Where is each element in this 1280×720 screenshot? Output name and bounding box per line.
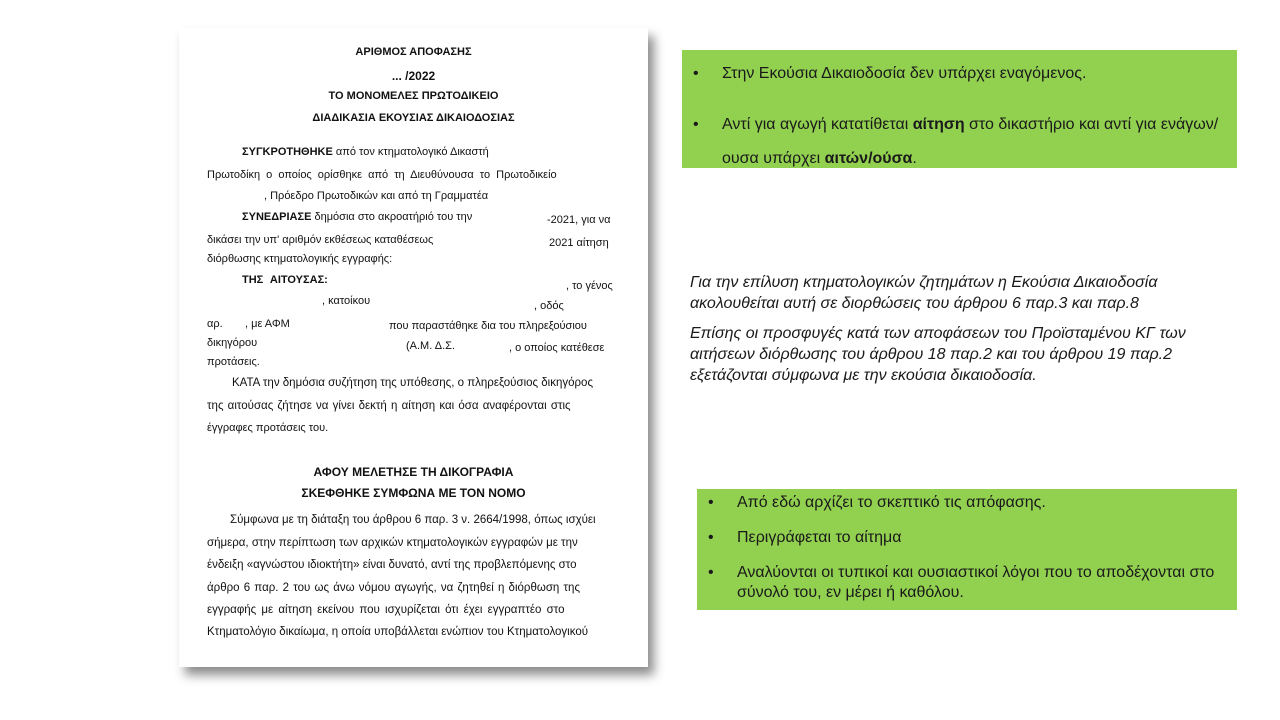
doc-text-line: άρθρο 6 παρ. 2 του ως άνω νόμου αγωγής, να ζητηθεί η διόρθωση της	[207, 582, 580, 594]
explanatory-text	[690, 272, 1230, 395]
doc-text-line: δημόσια στο ακροατήριό του την	[314, 211, 473, 223]
doc-applicant-label: ΤΗΣ ΑΙΤΟΥΣΑΣ:	[242, 274, 328, 286]
doc-text-line: δικάσει την υπ' αριθμόν εκθέσεως καταθέσεως	[207, 234, 434, 246]
doc-heading-considered: ΣΚΕΦΘΗΚΕ ΣΥΜΦΩΝΑ ΜΕ ΤΟΝ ΝΟΜΟ	[301, 486, 526, 500]
doc-text-line: ΚΑΤΑ την δημόσια συζήτηση της υπόθεσης, ο πληρεξούσιος δικηγόρος	[232, 377, 593, 389]
bullet-icon: •	[693, 116, 699, 133]
doc-text-line: προτάσεις.	[207, 356, 260, 368]
doc-text-line: Κτηματολόγιο δικαίωμα, η οποία υποβάλλεται ενώπιον του Κτηματολογικού	[207, 626, 589, 638]
doc-heading-decision-number: ΑΡΙΘΜΟΣ ΑΠΟΦΑΣΗΣ	[355, 46, 472, 58]
info-item-application: • Αντί για αγωγή κατατίθεται αίτηση στο δικαστήριο και αντί για ενάγων/ουσα υπάρχει αιτών/ούσα.	[682, 108, 1237, 176]
doc-heading-reviewed: ΑΦΟΥ ΜΕΛΕΤΗΣΕ ΤΗ ΔΙΚΟΓΡΑΦΙΑ	[313, 465, 514, 479]
doc-text-line: , οδός	[534, 300, 564, 312]
doc-text-line: (Α.Μ. Δ.Σ.	[406, 340, 455, 352]
doc-text-line: -2021, για να	[547, 214, 611, 226]
explanatory-paragraph-2: Επίσης οι προσφυγές κατά των αποφάσεων του Προϊσταμένου ΚΓ των αιτήσεων διόρθωσης του άρθρου 18 παρ.2 και του άρθρου 19 παρ.2 εξετάζονται σύμφωνα με την εκούσια δικαιοδοσία.	[690, 325, 1186, 384]
explanatory-paragraph-1: Για την επίλυση κτηματολογικών ζητημάτων η Εκούσια Δικαιοδοσία ακολουθείται αυτή σε διορθώσεις του άρθρου 6 παρ.3 και παρ.8	[690, 274, 1158, 312]
bullet-icon: •	[708, 529, 714, 546]
doc-text-line: αρ.	[207, 318, 223, 330]
doc-text-line: από τον κτηματολογικό Δικαστή	[335, 146, 489, 158]
doc-text-line: , ο οποίος κατέθεσε	[509, 342, 605, 354]
reasoning-item-grounds: • Αναλύονται οι τυπικοί και ουσιαστικοί λόγοι που το αποδέχονται στο σύνολό του, εν μέρει ή καθόλου.	[708, 564, 1215, 601]
doc-text-line: της αιτούσας ζήτησε να γίνει δεκτή η αίτηση και όσα αναφέρονται στις	[207, 400, 571, 412]
doc-text-line: , Πρόεδρο Πρωτοδικών και από τη Γραμματέα	[264, 190, 489, 202]
doc-text-line: Σύμφωνα με τη διάταξη του άρθρου 6 παρ. 3 ν. 2664/1998, όπως ισχύει	[230, 514, 596, 526]
info-box-reasoning	[697, 489, 1237, 610]
doc-text-line: , με ΑΦΜ	[245, 318, 290, 330]
doc-heading-year: ... /2022	[391, 69, 436, 83]
doc-heading-court: ΤΟ ΜΟΝΟΜΕΛΕΣ ΠΡΩΤΟΔΙΚΕΙΟ	[328, 90, 499, 102]
reasoning-item-start: • Από εδώ αρχίζει το σκεπτικό τις απόφασης.	[697, 492, 1227, 514]
doc-text-line: , κατοίκου	[322, 295, 371, 307]
bullet-icon: •	[708, 494, 714, 511]
doc-constituted-label: ΣΥΓΚΡΟΤΗΘΗΚΕ	[242, 146, 333, 158]
doc-text-line: διόρθωσης κτηματολογικής εγγραφής:	[207, 253, 393, 265]
doc-text-line: που παραστάθηκε δια του πληρεξούσιου	[389, 320, 587, 332]
info-item-no-defendant: • Στην Εκούσια Δικαιοδοσία δεν υπάρχει εναγόμενος.	[693, 65, 1087, 82]
doc-text-line: σήμερα, στην περίπτωση των αρχικών κτηματολογικών εγγραφών με την	[207, 537, 578, 549]
doc-text-line: έγγραφες προτάσεις του.	[207, 422, 329, 434]
scanned-court-decision	[179, 28, 648, 667]
reasoning-item-request: • Περιγράφεται το αίτημα	[697, 527, 1227, 549]
info-box-no-defendant	[682, 50, 1237, 168]
bullet-icon: •	[693, 65, 699, 82]
term-application: αίτηση	[912, 116, 965, 133]
doc-text-line: εγγραφής με αίτηση εκείνου που ισχυρίζεται ότι έχει εγγραπτέο στο	[207, 604, 565, 616]
doc-text-line: δικηγόρου	[207, 337, 258, 349]
doc-heading-procedure: ΔΙΑΔΙΚΑΣΙΑ ΕΚΟΥΣΙΑΣ ΔΙΚΑΙΟΔΟΣΙΑΣ	[312, 112, 515, 124]
doc-session-label: ΣΥΝΕΔΡΙΑΣΕ	[242, 211, 312, 223]
term-applicant: αιτών/ούσα	[824, 150, 913, 167]
doc-text-line: Πρωτοδίκη ο οποίος ορίσθηκε από τη Διευθύνουσα το Πρωτοδικείο	[207, 169, 557, 181]
bullet-icon: •	[708, 564, 714, 581]
doc-text-line: , το γένος	[566, 280, 613, 292]
doc-text-line: 2021 αίτηση	[549, 237, 609, 249]
doc-text-line: ένδειξη «αγνώστου ιδιοκτήτη» είναι δυνατό, αντί της προβλεπόμενης στο	[207, 559, 577, 571]
